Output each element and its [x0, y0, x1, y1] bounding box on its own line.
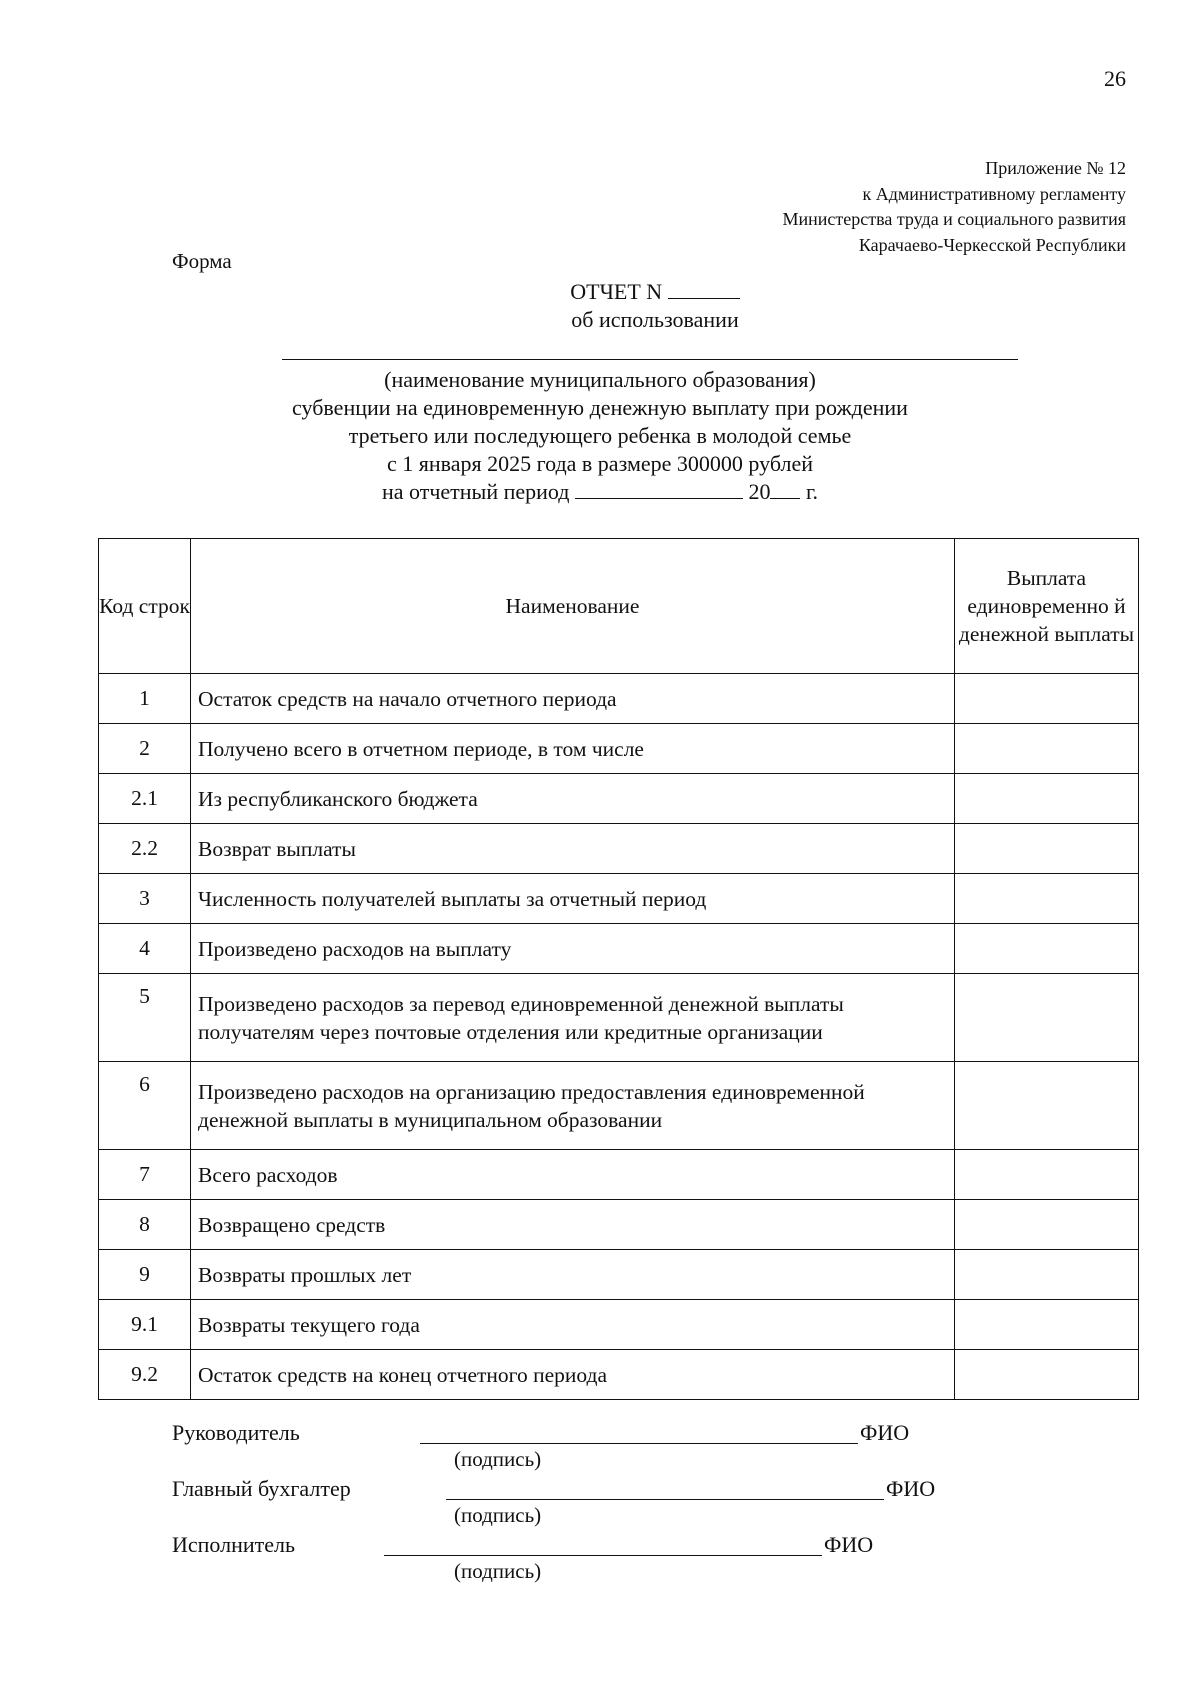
signature-role: Исполнитель [172, 1532, 296, 1557]
row-name: Остаток средств на начало отчетного периода [191, 674, 955, 724]
period-label: на отчетный период [381, 479, 570, 504]
signature-field[interactable] [420, 1443, 858, 1444]
row-value-cell[interactable] [955, 1150, 1139, 1200]
signature-field[interactable] [384, 1555, 822, 1556]
row-value-cell[interactable] [955, 1250, 1139, 1300]
row-code: 3 [99, 874, 191, 924]
title-block [0, 278, 1200, 333]
signature-fio: ФИО [824, 1532, 874, 1557]
row-code: 2 [99, 724, 191, 774]
row-code: 6 [99, 1062, 191, 1150]
year-field[interactable] [770, 478, 800, 499]
table-header-row [99, 539, 1139, 674]
row-code: 2.1 [99, 774, 191, 824]
row-value-cell[interactable] [955, 1350, 1139, 1400]
org-name-field[interactable] [282, 359, 1018, 360]
signature-role: Главный бухгалтер [172, 1476, 351, 1501]
table-row [99, 1200, 1139, 1250]
table-row [99, 724, 1139, 774]
row-name: Произведено расходов на выплату [191, 924, 955, 974]
page-number: 26 [1104, 66, 1126, 91]
row-code: 1 [99, 674, 191, 724]
period-line [0, 478, 1200, 506]
row-code: 2.2 [99, 824, 191, 874]
header-code: Код строк [99, 539, 191, 674]
row-name: Численность получателей выплаты за отчетный период [191, 874, 955, 924]
table-row [99, 824, 1139, 874]
table-row [99, 674, 1139, 724]
org-caption: (наименование муниципального образования) [384, 367, 816, 392]
signature-caption: (подпись) [454, 1559, 542, 1583]
row-value-cell[interactable] [955, 1200, 1139, 1250]
row-value-cell[interactable] [955, 724, 1139, 774]
annex-line: к Административному регламенту [862, 183, 1126, 204]
annex-line: Карачаево-Черкесской Республики [858, 234, 1126, 255]
row-code: 9.2 [99, 1350, 191, 1400]
year-prefix: 20 [748, 479, 771, 504]
table-row [99, 1062, 1139, 1150]
signature-role: Руководитель [172, 1420, 300, 1445]
subtitle-line: третьего или последующего ребенка в молодой семье [348, 423, 852, 448]
row-name: Из республиканского бюджета [191, 774, 955, 824]
row-code: 9 [99, 1250, 191, 1300]
report-table [98, 538, 1139, 1400]
usage-label: об использовании [571, 306, 739, 332]
form-label: Форма [172, 249, 232, 273]
row-code: 4 [99, 924, 191, 974]
table-row [99, 1150, 1139, 1200]
signature-fio: ФИО [886, 1476, 936, 1501]
table-row [99, 924, 1139, 974]
report-number-field[interactable] [668, 278, 740, 299]
subtitle-line: с 1 января 2025 года в размере 300000 рублей [386, 451, 813, 476]
row-value-cell[interactable] [955, 774, 1139, 824]
signature-field[interactable] [446, 1499, 884, 1500]
header-payment: Выплата единовременно й денежной выплаты [955, 539, 1139, 674]
report-title [110, 278, 1200, 306]
signature-caption: (подпись) [454, 1503, 542, 1527]
annex-line: Министерства труда и социального развития [782, 209, 1126, 229]
period-field[interactable] [575, 478, 743, 499]
year-suffix: г. [805, 479, 819, 504]
table-row [99, 1300, 1139, 1350]
row-name: Возврат выплаты [191, 824, 955, 874]
row-value-cell[interactable] [955, 924, 1139, 974]
table-row [99, 774, 1139, 824]
row-code: 8 [99, 1200, 191, 1250]
row-name: Остаток средств на конец отчетного периода [191, 1350, 955, 1400]
row-name: Возвраты текущего года [191, 1300, 955, 1350]
row-code: 7 [99, 1150, 191, 1200]
row-name: Произведено расходов на организацию предоставления единовременной денежной выплаты в муниципальном образовании [191, 1062, 955, 1150]
header-name: Наименование [191, 539, 955, 674]
subtitle-block [0, 366, 1200, 506]
report-title-text: ОТЧЕТ N [570, 279, 663, 304]
table-row [99, 1250, 1139, 1300]
row-value-cell[interactable] [955, 1062, 1139, 1150]
row-value-cell[interactable] [955, 824, 1139, 874]
signature-fio: ФИО [860, 1420, 910, 1445]
row-code: 9.1 [99, 1300, 191, 1350]
row-name: Всего расходов [191, 1150, 955, 1200]
annex-line: Приложение № 12 [985, 158, 1126, 178]
subtitle-line: субвенции на единовременную денежную выплату при рождении [292, 395, 908, 420]
signature-caption: (подпись) [454, 1447, 542, 1471]
row-value-cell[interactable] [955, 1300, 1139, 1350]
row-value-cell[interactable] [955, 974, 1139, 1062]
table-row [99, 974, 1139, 1062]
table-row [99, 874, 1139, 924]
annex-block [782, 156, 1126, 258]
row-name: Произведено расходов за перевод единовременной денежной выплаты получателям через почтовые отделения или кредитные организации [191, 974, 955, 1062]
row-name: Получено всего в отчетном периоде, в том числе [191, 724, 955, 774]
row-code: 5 [99, 974, 191, 1062]
row-name: Возвращено средств [191, 1200, 955, 1250]
table-row [99, 1350, 1139, 1400]
row-name: Возвраты прошлых лет [191, 1250, 955, 1300]
row-value-cell[interactable] [955, 874, 1139, 924]
row-value-cell[interactable] [955, 674, 1139, 724]
